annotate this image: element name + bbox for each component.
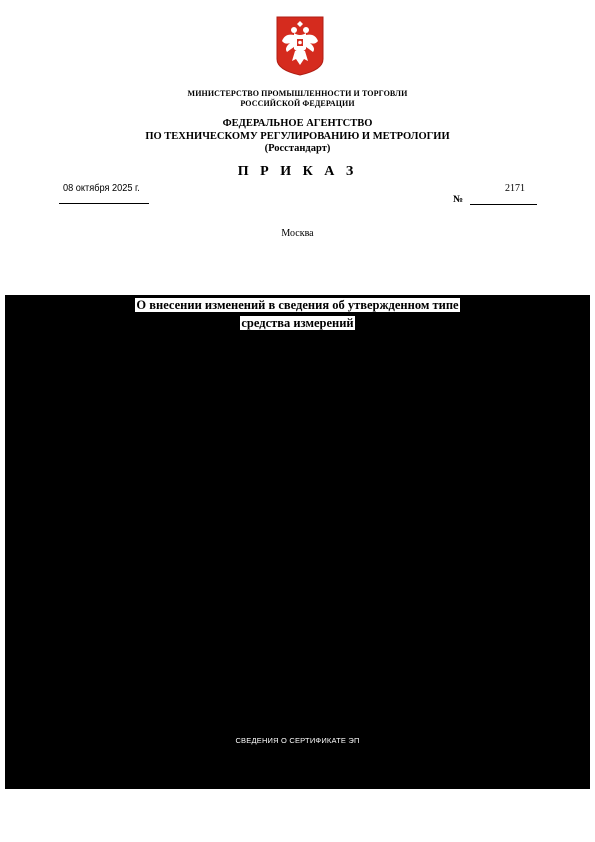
- order-date: 08 октября 2025 г.: [62, 183, 140, 194]
- ministry-name-line1: МИНИСТЕРСТВО ПРОМЫШЛЕННОСТИ И ТОРГОВЛИ: [187, 89, 408, 98]
- agency-name-line2: ПО ТЕХНИЧЕСКОМУ РЕГУЛИРОВАНИЮ И МЕТРОЛОГИИ: [145, 130, 450, 142]
- order-subject-line2: средства измерений: [241, 316, 354, 330]
- coat-of-arms-emblem: [275, 15, 325, 77]
- order-number: 2171: [505, 183, 525, 194]
- agency-name-line1: ФЕДЕРАЛЬНОЕ АГЕНТСТВО: [222, 118, 373, 129]
- redacted-content-block: [5, 295, 590, 789]
- order-number-sign: №: [453, 194, 464, 205]
- date-underline: [59, 203, 149, 204]
- e-signature-stamp: СВЕДЕНИЯ О СЕРТИФИКАТЕ ЭП: [235, 736, 360, 745]
- number-underline: [470, 204, 537, 205]
- agency-name: [0, 118, 595, 156]
- order-title: П Р И К А З: [237, 164, 358, 179]
- agency-name-line3: (Росстандарт): [264, 143, 331, 154]
- order-subject: [0, 296, 595, 332]
- city-name: Москва: [281, 228, 314, 239]
- order-subject-line1: О внесении изменений в сведения об утвержденном типе: [136, 298, 459, 312]
- ministry-name: [0, 89, 595, 108]
- ministry-name-line2: РОССИЙСКОЙ ФЕДЕРАЦИИ: [240, 98, 355, 108]
